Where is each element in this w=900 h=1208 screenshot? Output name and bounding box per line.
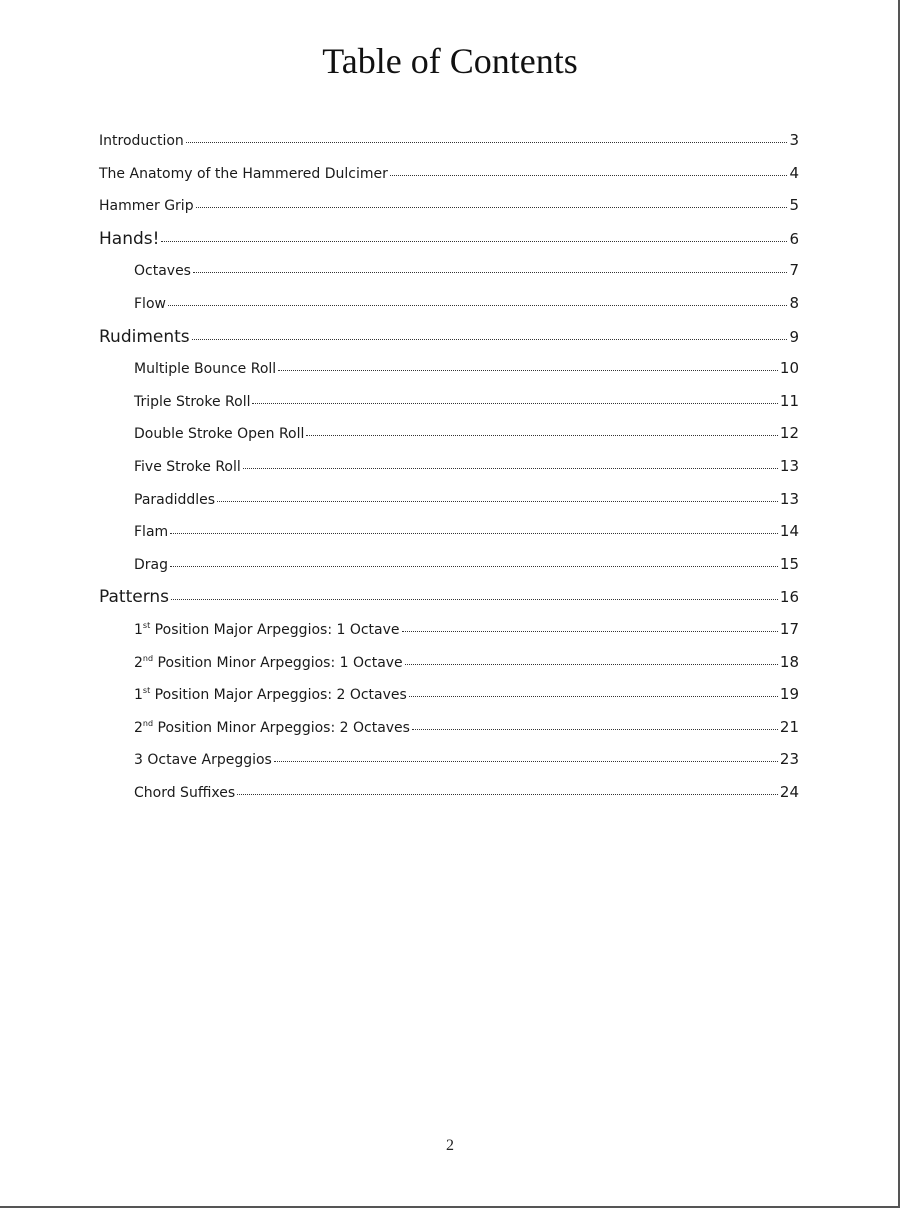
toc-entry-label [134, 654, 403, 671]
toc-entry[interactable] [99, 164, 799, 197]
toc-entry-page: 15 [779, 554, 799, 573]
toc-entry-label: Flow [134, 295, 166, 312]
toc-entry-page: 7 [789, 261, 799, 280]
toc-entry-page: 13 [779, 489, 799, 508]
toc-entry-label-ordinal: st [142, 620, 151, 630]
toc-entry-label: Five Stroke Roll [134, 458, 241, 475]
toc-entry-page: 18 [779, 652, 799, 671]
toc-entry[interactable] [99, 327, 799, 360]
toc-entry-page: 5 [789, 196, 799, 215]
toc-entry-page: 16 [779, 588, 799, 607]
toc-entry-label [134, 621, 400, 638]
toc-entry-label: Rudiments [99, 326, 190, 347]
toc-entry-label-number: 1 [134, 687, 143, 704]
toc-entry-page: 19 [779, 685, 799, 704]
dot-leader [171, 599, 778, 600]
toc-entry-label: Triple Stroke Roll [134, 393, 251, 410]
dot-leader [243, 468, 778, 469]
toc-entry-label-number: 2 [134, 719, 143, 736]
dot-leader [217, 501, 778, 502]
toc-entry-page: 13 [779, 456, 799, 475]
page-number: 2 [446, 1137, 454, 1154]
toc-entry-page: 8 [789, 293, 799, 312]
toc-entry[interactable] [99, 131, 799, 164]
dot-leader [237, 794, 778, 795]
dot-leader [168, 305, 787, 306]
toc-entry-label: Flam [134, 524, 169, 541]
dot-leader [186, 142, 788, 143]
toc-entry-label: Multiple Bounce Roll [134, 361, 277, 378]
toc-entry-label-ordinal: nd [142, 653, 154, 663]
toc-entry-label: Drag [134, 556, 169, 573]
toc-entry-label: The Anatomy of the Hammered Dulcimer [99, 165, 388, 182]
toc-entry[interactable] [99, 294, 799, 327]
toc-entry-label: 3 Octave Arpeggios [134, 752, 272, 769]
dot-leader [412, 729, 778, 730]
toc-entry[interactable] [99, 359, 799, 392]
dot-leader [405, 664, 778, 665]
toc-entry[interactable] [99, 522, 799, 555]
toc-entry-page: 23 [779, 750, 799, 769]
dot-leader [196, 207, 788, 208]
toc-entry[interactable] [99, 718, 799, 751]
toc-entry-page: 14 [779, 522, 799, 541]
toc-entry[interactable] [99, 685, 799, 718]
table-of-contents [99, 131, 799, 815]
toc-entry-label-text: Position Major Arpeggios: 2 Octaves [150, 687, 407, 704]
toc-entry-label: Hands! [99, 228, 160, 249]
toc-entry-label-text: Position Major Arpeggios: 1 Octave [150, 621, 400, 638]
toc-entry[interactable] [99, 555, 799, 588]
toc-entry[interactable] [99, 229, 799, 262]
toc-entry-label [134, 686, 407, 703]
dot-leader [274, 761, 778, 762]
toc-entry[interactable] [99, 457, 799, 490]
toc-entry-page: 21 [779, 717, 799, 736]
dot-leader [170, 533, 778, 534]
dot-leader [402, 631, 778, 632]
dot-leader [278, 370, 778, 371]
dot-leader [161, 241, 787, 242]
toc-entry-label-ordinal: st [142, 686, 151, 696]
toc-entry-label: Octaves [134, 263, 191, 280]
toc-entry[interactable] [99, 261, 799, 294]
toc-entry-page: 12 [779, 424, 799, 443]
toc-entry-label: Paradiddles [134, 491, 216, 508]
dot-leader [409, 696, 778, 697]
toc-entry-label-text: Position Minor Arpeggios: 2 Octaves [153, 719, 410, 736]
toc-entry-page: 24 [779, 782, 799, 801]
toc-entry-page: 4 [789, 163, 799, 182]
dot-leader [252, 403, 777, 404]
toc-entry-label: Double Stroke Open Roll [134, 426, 305, 443]
toc-entry-label [134, 719, 410, 736]
toc-entry[interactable] [99, 490, 799, 523]
toc-entry-page: 9 [789, 327, 799, 346]
toc-entry[interactable] [99, 783, 799, 816]
toc-entry-label-ordinal: nd [142, 718, 154, 728]
toc-entry[interactable] [99, 196, 799, 229]
page-title: Table of Contents [322, 41, 578, 81]
toc-entry-page: 10 [779, 359, 799, 378]
toc-entry[interactable] [99, 424, 799, 457]
toc-entry[interactable] [99, 587, 799, 620]
dot-leader [170, 566, 778, 567]
toc-entry-label-number: 1 [134, 621, 143, 638]
toc-entry-label: Chord Suffixes [134, 784, 236, 801]
toc-entry[interactable] [99, 750, 799, 783]
toc-entry[interactable] [99, 653, 799, 686]
toc-entry-page: 3 [789, 131, 799, 149]
toc-entry[interactable] [99, 620, 799, 653]
dot-leader [390, 175, 788, 176]
dot-leader [306, 435, 778, 436]
toc-entry-label-text: Position Minor Arpeggios: 1 Octave [153, 654, 403, 671]
toc-entry-page: 11 [779, 391, 799, 410]
dot-leader [192, 339, 788, 340]
toc-entry-page: 6 [789, 229, 799, 248]
toc-entry-page: 17 [779, 619, 799, 638]
toc-entry-label: Patterns [99, 587, 170, 608]
toc-entry-label-number: 2 [134, 654, 143, 671]
toc-entry-label: Introduction [99, 133, 184, 149]
toc-entry[interactable] [99, 392, 799, 425]
dot-leader [193, 272, 787, 273]
toc-entry-label: Hammer Grip [99, 198, 194, 215]
